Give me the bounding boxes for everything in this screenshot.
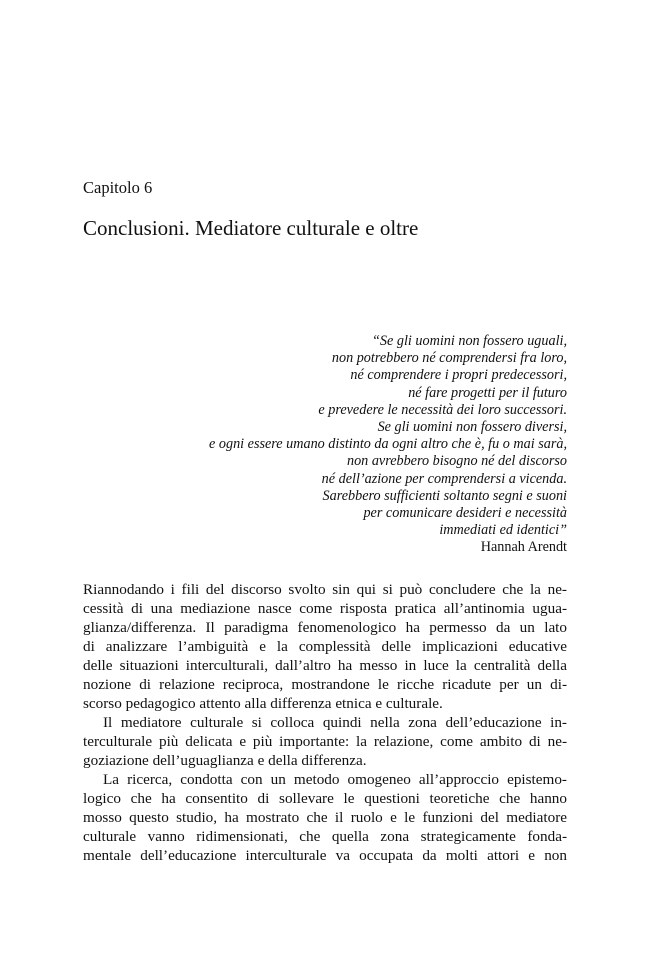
body-line: glianza/differenza. Il paradigma fenomenologico ha permesso da un lato <box>83 619 567 636</box>
epigraph-line: per comunicare desideri e necessità <box>363 505 567 522</box>
epigraph-line: non avrebbero bisogno né del discorso <box>346 453 567 470</box>
epigraph-author: Hannah Arendt <box>480 539 567 556</box>
epigraph-line: né fare progetti per il futuro <box>408 384 567 401</box>
body-line: logico che ha consentito di sollevare le questioni teoretiche che hanno <box>83 790 567 807</box>
body-line: scorso pedagogico attento alla differenza etnica e culturale. <box>83 695 443 712</box>
epigraph-line: né comprendere i propri predecessori, <box>350 367 567 384</box>
epigraph-line: non potrebbero né comprendersi fra loro, <box>331 350 567 367</box>
body-line: culturale vanno ridimensionati, che quella zona strategicamente fonda- <box>83 828 567 845</box>
chapter-title: Conclusioni. Mediatore culturale e oltre <box>83 216 419 240</box>
body-line: Riannodando i fili del discorso svolto sin qui si può concludere che la ne- <box>83 581 567 598</box>
chapter-label: Capitolo 6 <box>83 178 153 197</box>
epigraph-line: “Se gli uomini non fossero uguali, <box>372 333 567 349</box>
body-line: terculturale più delicata e più importante: la relazione, come ambito di ne- <box>83 733 567 750</box>
body-line: cessità di una mediazione nasce come risposta pratica all’antinomia ugua- <box>83 600 567 617</box>
body-line: mentale dell’educazione interculturale va occupata da molti attori e non <box>83 847 567 864</box>
body-line: La ricerca, condotta con un metodo omogeneo all’approccio epistemo- <box>103 771 567 788</box>
epigraph-line: immediati ed identici” <box>439 522 567 539</box>
epigraph <box>209 333 567 557</box>
epigraph-line: Se gli uomini non fossero diversi, <box>377 419 567 436</box>
body-line: Il mediatore culturale si colloca quindi nella zona dell’educazione in- <box>103 714 567 731</box>
body-line: di analizzare l’ambiguità e la complessità delle implicazioni educative <box>83 638 567 655</box>
body-line: delle situazioni interculturali, dall’altro ha messo in luce la centralità della <box>83 657 567 674</box>
body-line: mosso questo studio, ha mostrato che il ruolo e le funzioni del mediatore <box>83 809 567 826</box>
epigraph-line: né dell’azione per comprendersi a vicenda. <box>321 470 567 487</box>
epigraph-line: Sarebbero sufficienti soltanto segni e suoni <box>322 487 567 504</box>
epigraph-line: e prevedere le necessità dei loro successori. <box>318 401 567 418</box>
body-line: goziazione dell’uguaglianza e della differenza. <box>83 752 367 769</box>
epigraph-line: e ogni essere umano distinto da ogni altro che è, fu o mai sarà, <box>209 436 567 453</box>
body-line: nozione di relazione reciproca, mostrandone le ricche ricadute per un di- <box>83 676 567 693</box>
body-text <box>83 580 567 865</box>
